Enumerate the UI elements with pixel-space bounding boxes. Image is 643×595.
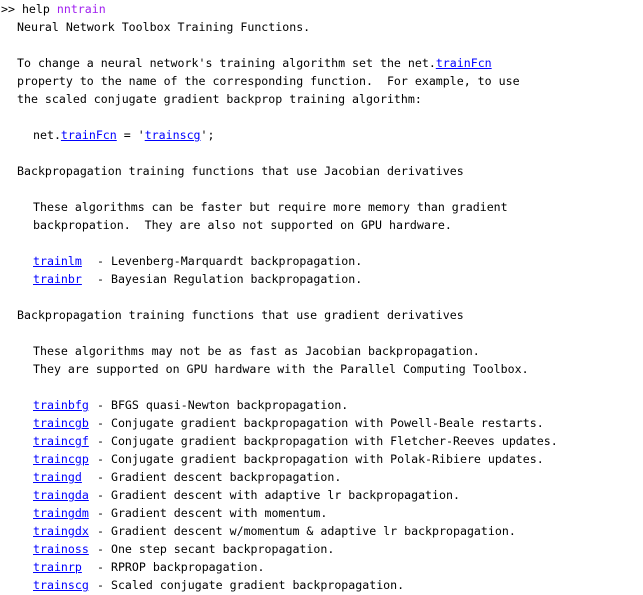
command-window-output: [1, 0, 641, 594]
section-description: These algorithms may not be as fast as Jacobian backpropagation.: [33, 344, 480, 358]
function-row: [1, 558, 641, 576]
function-description: - Gradient descent with momentum.: [97, 506, 328, 520]
intro-line-3: the scaled conjugate gradient backprop training algorithm:: [17, 92, 422, 106]
function-row: [1, 486, 641, 504]
blank-line: [1, 234, 641, 252]
function-link-traincgp[interactable]: traincgp: [33, 452, 89, 466]
function-link-traingdm[interactable]: traingdm: [33, 506, 89, 520]
function-link-trainrp[interactable]: trainrp: [33, 560, 82, 574]
function-link-trainbr[interactable]: trainbr: [33, 272, 82, 286]
intro-line-1: [1, 54, 641, 72]
function-description: - Conjugate gradient backpropagation with Fletcher-Reeves updates.: [97, 434, 558, 448]
function-row: [1, 270, 641, 288]
command-line: [1, 0, 641, 18]
section-heading: Backpropagation training functions that use Jacobian derivatives: [17, 164, 464, 178]
function-description: - One step secant backpropagation.: [97, 542, 335, 556]
function-row: [1, 414, 641, 432]
function-row: [1, 252, 641, 270]
function-link-traingda[interactable]: traingda: [33, 488, 89, 502]
help-title: Neural Network Toolbox Training Functions.: [17, 20, 311, 34]
function-link-trainoss[interactable]: trainoss: [33, 542, 89, 556]
function-row: [1, 522, 641, 540]
trainfcn-link[interactable]: trainFcn: [435, 56, 492, 70]
blank-line: [1, 180, 641, 198]
function-description: - Bayesian Regulation backpropagation.: [97, 272, 363, 286]
section-gradient: [1, 306, 641, 594]
command-arg: nntrain: [56, 2, 106, 16]
function-link-traincgb[interactable]: traincgb: [33, 416, 89, 430]
blank-line: [1, 108, 641, 126]
function-link-traincgf[interactable]: traincgf: [33, 434, 89, 448]
example-text: = ': [116, 128, 145, 142]
function-row: [1, 450, 641, 468]
function-link-traingd[interactable]: traingd: [33, 470, 82, 484]
blank-line: [1, 36, 641, 54]
example-trainscg-link[interactable]: trainscg: [144, 128, 201, 142]
function-description: - Conjugate gradient backpropagation with Powell-Beale restarts.: [97, 416, 544, 430]
function-description: - BFGS quasi-Newton backpropagation.: [97, 398, 349, 412]
example-text: net.: [33, 128, 61, 142]
prompt: >>: [1, 2, 15, 16]
function-link-trainlm[interactable]: trainlm: [33, 254, 82, 268]
function-row: [1, 540, 641, 558]
blank-line: [1, 288, 641, 306]
blank-line: [1, 378, 641, 396]
example-code: [1, 126, 641, 144]
command-name: help: [21, 2, 50, 16]
section-description: They are supported on GPU hardware with the Parallel Computing Toolbox.: [33, 362, 529, 376]
intro-line-2: property to the name of the corresponding function. For example, to use: [17, 74, 520, 88]
function-row: [1, 468, 641, 486]
section-jacobian: [1, 162, 641, 288]
function-row: [1, 432, 641, 450]
section-description: backpropation. They are also not supported on GPU hardware.: [33, 218, 452, 232]
example-text: ';: [200, 128, 215, 142]
function-description: - Levenberg-Marquardt backpropagation.: [97, 254, 363, 268]
blank-line: [1, 324, 641, 342]
function-link-trainscg[interactable]: trainscg: [33, 578, 89, 592]
function-description: - Gradient descent with adaptive lr backpropagation.: [97, 488, 460, 502]
function-description: - Gradient descent w/momentum & adaptive lr backpropagation.: [97, 524, 516, 538]
function-link-trainbfg[interactable]: trainbfg: [33, 398, 89, 412]
section-description: These algorithms can be faster but require more memory than gradient: [33, 200, 508, 214]
function-description: - Scaled conjugate gradient backpropagation.: [97, 578, 405, 592]
function-row: [1, 504, 641, 522]
function-description: - Conjugate gradient backpropagation with Polak-Ribiere updates.: [97, 452, 544, 466]
section-heading: Backpropagation training functions that use gradient derivatives: [17, 308, 464, 322]
function-link-traingdx[interactable]: traingdx: [33, 524, 89, 538]
function-row: [1, 396, 641, 414]
blank-line: [1, 144, 641, 162]
example-trainfcn-link[interactable]: trainFcn: [60, 128, 117, 142]
function-description: - RPROP backpropagation.: [97, 560, 265, 574]
function-row: [1, 576, 641, 594]
intro-text: To change a neural network's training algorithm set the net.: [17, 56, 436, 70]
function-description: - Gradient descent backpropagation.: [97, 470, 342, 484]
